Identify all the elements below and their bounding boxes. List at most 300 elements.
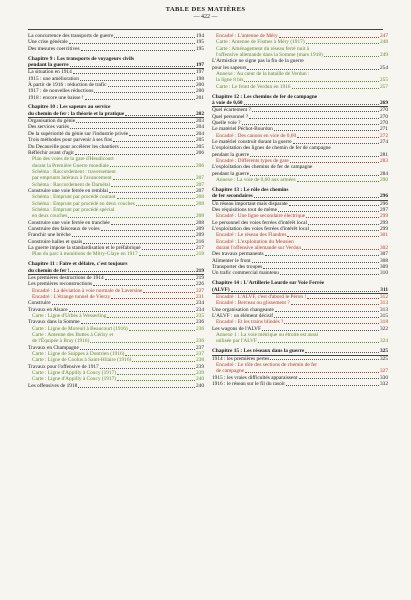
entry-title: Carte : Ligne d'Appilly à Coucy (1917) [32, 370, 117, 377]
leader-dots [117, 198, 195, 199]
entry-title: Construire des faisceaux de voies [28, 225, 100, 232]
leader-dots [297, 137, 379, 138]
page-ref: 240 [195, 376, 204, 383]
entry-title: de l'Équipée à Bray (1916) [32, 338, 90, 345]
entry-title: L'exploitation des voies ferrées d'intérêt local [212, 225, 310, 232]
page-ref: 208 [195, 200, 204, 207]
page-ref: 301 [379, 232, 388, 239]
page-ref: 237 [195, 351, 204, 357]
leader-dots [280, 274, 379, 275]
page-ref: 257 [379, 83, 388, 90]
entry-title: Plan des voies de la gare d'Heudicourt [32, 156, 114, 163]
leader-dots [254, 197, 379, 198]
leader-dots [111, 186, 195, 187]
leader-dots [299, 378, 379, 379]
entry-title: 1915 : une amélioration [28, 75, 79, 82]
leader-dots [274, 317, 379, 318]
page-ref: 325 [379, 348, 388, 355]
entry-title: Encadré : L'exploitation du Meusien [216, 238, 294, 245]
page-ref: 207 [195, 175, 204, 182]
leader-dots [274, 130, 379, 131]
page-ref: 296 [379, 193, 388, 200]
entry-title: L'Armistice ne signe pas la fin de la guerre [212, 58, 304, 65]
entry-title: Carte : Le front de Verdun en 1916 [216, 83, 291, 90]
leader-dots [81, 323, 195, 324]
page-ref: 208 [195, 219, 204, 226]
leader-dots [307, 298, 379, 299]
leader-dots [68, 217, 195, 218]
leader-dots [263, 268, 379, 269]
entry-title: Carte : Aménagement du réseau ferré nuit à [216, 45, 310, 52]
page-ref: 302 [379, 245, 388, 251]
entry-title: 1915 : les vraies difficultés apparaissent [212, 374, 298, 381]
entry-title: Schéma : Raccordement : traversement [32, 168, 116, 175]
entry-title: Les premières reconstructions [28, 281, 93, 288]
entry-title: Des réquisitions tout de même [212, 206, 278, 213]
leader-dots [139, 255, 195, 256]
page-ref: 203 [195, 118, 204, 125]
entry-title: Encadré : Berceau ou glissement ? [216, 300, 290, 307]
leader-dots [306, 43, 379, 44]
entry-title: Un trafic commercial maintenu [212, 270, 279, 277]
entry-title: Alimenter le front [212, 257, 251, 264]
entry-title: Encadré : L'antenne de Méry [216, 33, 278, 39]
page-ref: 234 [195, 300, 204, 307]
page-ref: 200 [195, 81, 204, 88]
leader-dots [129, 135, 195, 136]
entry-title: De la supériorité du génie sur l'industrie privée [28, 130, 129, 137]
entry-title: Encadré : Le réseau des Flandres [216, 232, 287, 239]
entry-title: utilisée par l'ALVF [216, 338, 257, 345]
entry-title: L'ALVF : un élément décisif [212, 312, 274, 319]
entry-title: L'exploitation des lignes de chemin de fer de campagne [212, 145, 331, 152]
leader-dots [310, 230, 379, 231]
leader-dots [72, 236, 195, 237]
leader-dots [132, 361, 195, 362]
toc-entry-figure[interactable] [212, 84, 388, 90]
entry-title: Transporter des troupes [212, 264, 263, 271]
entry-title: Des mesures coercitives [28, 45, 80, 52]
page-ref: 299 [379, 213, 388, 220]
leader-dots [231, 291, 380, 292]
page-ref: 207 [195, 187, 204, 194]
leader-dots [105, 279, 195, 280]
toc-entry-figure[interactable] [28, 251, 204, 257]
entry-title: Le matériel construit durant la guerre [212, 139, 292, 145]
page-ref: 238 [195, 357, 204, 364]
entry-title: 1916 : le réseau sur le fil du rasoir [212, 380, 286, 387]
entry-title: Schéma : Emprunt par procédé en deux couches [32, 200, 135, 207]
entry-title: Carte : Ligne de Coolus à Saint-Hilaire (1916) [32, 357, 132, 364]
leader-dots [117, 374, 195, 375]
page-ref: 255 [379, 77, 388, 84]
chapter-title-line: Chapitre 9 : Les transports de voyageurs civils [28, 55, 135, 62]
page-ref: 325 [379, 355, 388, 362]
leader-dots [250, 175, 379, 176]
leader-dots [290, 162, 379, 163]
page-ref: 208 [195, 194, 204, 201]
page-ref: 209 [195, 232, 204, 239]
entry-title: Quel personnel ? [212, 113, 249, 120]
page-ref: 204 [195, 124, 204, 131]
chapter-title-line: (ALVF) [212, 286, 230, 293]
page-ref: 201 [195, 94, 204, 101]
page-ref: 308 [379, 257, 388, 264]
page-title: TABLE DES MATIÈRES [165, 6, 246, 13]
leader-dots [78, 387, 195, 388]
page-ref: 235 [195, 312, 204, 319]
leader-dots [292, 88, 379, 89]
entry-title: Travaux dans la Somme [28, 319, 80, 326]
toc-chapter-heading[interactable] [212, 348, 388, 355]
entry-title: Annexe 1 : La voie métrique ou étroite est aussi [216, 331, 319, 338]
page-ref: 205 [195, 143, 204, 150]
entry-title: 1918 : encore une baisse ! [28, 94, 84, 101]
page-ref: 206 [195, 149, 204, 156]
page-ref: 236 [195, 338, 204, 345]
entry-title: Plan du parc à munitions de Mitry-Claye en 1917 [32, 251, 138, 258]
entry-title: pendant la guerre [212, 170, 250, 177]
page-ref: 206 [195, 162, 204, 169]
page-ref: 307 [379, 251, 388, 258]
entry-title: durant l'offensive allemande sur Verdun [216, 245, 302, 251]
toc-entry-figure[interactable] [212, 177, 388, 183]
toc-entry-figure[interactable] [212, 338, 388, 344]
chapter-title-line: Chapitre 10 : Les sapeurs au service [28, 104, 111, 111]
entry-title: La situation en 1914 [28, 69, 72, 76]
toc-entry[interactable] [28, 95, 204, 101]
leader-dots [306, 217, 379, 218]
page-ref: 318 [379, 319, 388, 326]
entry-title: Encadré : Et les trains blindés ? [216, 319, 284, 326]
entry-title: Les premières destructions de 1914 [28, 274, 104, 281]
page-ref: 218 [195, 251, 204, 258]
toc-chapter-heading[interactable] [28, 56, 204, 70]
page-ref: 195 [195, 39, 204, 46]
page-ref: 202 [195, 110, 204, 117]
entry-title: Une crise générale [28, 39, 68, 46]
entry-title: Quel écartement ? [212, 107, 251, 114]
page-ref: 270 [379, 107, 388, 114]
leader-dots [125, 355, 195, 356]
leader-dots [244, 81, 379, 82]
leader-dots [289, 205, 379, 206]
leader-dots [111, 298, 195, 299]
page-ref: 313 [379, 300, 388, 307]
page-ref: 249 [379, 52, 388, 59]
entry-title: Travaux en Alsace [28, 306, 68, 313]
leader-dots [101, 230, 195, 231]
entry-title: pendant la guerre [212, 151, 250, 158]
entry-title: Schéma : Emprunt par procédé spécial [32, 206, 115, 213]
entry-title: Franchir une brèche [28, 232, 71, 239]
page-ref: 198 [195, 75, 204, 82]
leader-dots [81, 50, 195, 51]
page-ref: 205 [195, 137, 204, 144]
page-ref: 234 [195, 306, 204, 313]
page-ref: 310 [379, 270, 388, 277]
page-ref: 197 [195, 61, 204, 68]
toc-chapter-heading[interactable] [212, 187, 388, 201]
page-ref: 197 [195, 69, 204, 76]
toc-column-right [212, 33, 388, 387]
entry-title: par emprunts latéraux à l'avancement [32, 175, 112, 182]
entry-title: Carte : Ligne de Moreuil à Beaucourt (1916) [32, 325, 128, 332]
leader-dots [279, 37, 379, 38]
page-ref: 299 [379, 225, 388, 232]
chapter-title-line: Chapitre 13 : Le rôle des chemins [212, 186, 289, 193]
chapter-title-line: Chapitre 15 : Les réseaux dans la guerre [212, 348, 305, 355]
page-ref: 290 [379, 177, 388, 184]
leader-dots [252, 262, 379, 263]
entry-title: Les wagons de l'ALVF [212, 325, 262, 332]
entry-title: 1917 : de nouvelles réductions [28, 88, 94, 95]
entry-title: Travaux pour l'offensive de 1917 [28, 363, 99, 370]
entry-title: Encadré : Différents types de gare [216, 158, 289, 165]
page-ref: 283 [379, 158, 388, 165]
toc-chapter-heading[interactable] [28, 261, 204, 275]
leader-dots [107, 317, 195, 318]
leader-dots [305, 352, 379, 353]
page-ref: 269 [379, 99, 388, 106]
page-ref: 239 [195, 370, 204, 377]
page-ref: 322 [379, 325, 388, 332]
page-ref: 296 [379, 200, 388, 207]
page-ref: 315 [379, 312, 388, 319]
header-rule [28, 29, 383, 30]
leader-dots [120, 147, 195, 148]
page-ref: 236 [195, 319, 204, 326]
leader-dots [262, 330, 379, 331]
toc-entry[interactable] [212, 381, 388, 387]
toc-entry[interactable] [212, 270, 388, 276]
page-ref: 312 [379, 293, 388, 300]
leader-dots [94, 92, 195, 93]
leader-dots [117, 380, 195, 381]
entry-title: Construire une voie ferrée en remblai [28, 187, 108, 194]
entry-title: de campagne [216, 368, 245, 375]
chapter-title-line: de fer secondaires [212, 193, 253, 200]
entry-title: Carte : Antenne des Buttes à Cérisy et [32, 331, 114, 338]
page-ref: 309 [379, 264, 388, 271]
leader-dots [73, 73, 195, 74]
leader-dots [90, 342, 195, 343]
chapter-title-line: du chemin de fer ! [28, 267, 70, 274]
page-ref: 311 [380, 286, 388, 293]
page-ref: 207 [195, 181, 204, 188]
entry-title: Schéma : Raccordement de Darnétal [32, 181, 111, 188]
entry-title: Encadré : Une ligne secondaire électrique [216, 213, 306, 220]
page-ref: 248 [379, 39, 388, 46]
entry-title: La guerre impose la standardisation et le préfabriqué [28, 245, 141, 251]
page-ref: 219 [195, 267, 204, 274]
leader-dots [244, 104, 379, 105]
leader-dots [278, 211, 379, 212]
entry-title: Construire halles et quais [28, 238, 83, 245]
entry-title: Travaux en Champagne [28, 344, 79, 351]
page-ref: 271 [379, 126, 388, 133]
leader-dots [75, 154, 195, 155]
leader-dots [270, 359, 379, 360]
entry-title: Encadré : Des canons en voie de 0,60 [216, 132, 297, 139]
chapter-title-line: Chapitre 11 : Faire et défaire, c'est toujours [28, 261, 128, 268]
page-ref: 240 [195, 382, 204, 389]
leader-dots [265, 255, 379, 256]
chapter-title-line: Chapitre 14 : L'Artillerie Lourde sur Voie Ferrée [212, 280, 325, 287]
leader-dots [136, 205, 195, 206]
chapter-title-line: Chapitre 12 : Les chemins de fer de campagne [212, 93, 318, 100]
leader-dots [93, 285, 195, 286]
leader-dots [275, 311, 379, 312]
entry-title: Une organisation changeante [212, 306, 274, 313]
entry-title: Annexe : La voie de 0,60 aux armées [216, 177, 296, 184]
entry-title: Quelle voie ? [212, 119, 241, 126]
entry-title: Encadré : L'ALVF, c'est d'abord le Péron ! [216, 293, 307, 300]
leader-dots [287, 236, 379, 237]
entry-title: Le matériel Péchot-Bourdon [212, 126, 273, 133]
page-ref: 226 [195, 281, 204, 288]
leader-dots [245, 372, 379, 373]
leader-dots [80, 349, 195, 350]
page-ref: 297 [379, 206, 388, 213]
page-ref: 236 [195, 325, 204, 332]
page-ref: 219 [195, 274, 204, 281]
entry-title: Construire [28, 300, 51, 307]
entry-title: l'offensive allemande dans la Somme (mars 1918) [216, 52, 323, 59]
leader-dots [247, 69, 379, 70]
page-ref: 327 [379, 368, 388, 375]
leader-dots [297, 181, 379, 182]
page-ref: 200 [195, 88, 204, 95]
leader-dots [83, 243, 195, 244]
leader-dots [286, 385, 379, 386]
chapter-title-line: à voie de 0,60 [212, 99, 243, 106]
page-ref: 324 [379, 338, 388, 345]
page-ref: 217 [195, 245, 204, 251]
toc-entry[interactable] [28, 383, 204, 389]
page-ref: 227 [195, 287, 204, 294]
leader-dots [143, 292, 195, 293]
leader-dots [69, 311, 195, 312]
entry-title: Carte : Ligne d'Urbès à Wesserling [32, 312, 107, 319]
toc-chapter-heading[interactable] [212, 94, 388, 108]
page-ref: 270 [379, 119, 388, 126]
leader-dots [291, 304, 379, 305]
page-ref: 274 [379, 139, 388, 145]
leader-dots [70, 271, 195, 272]
leader-dots [110, 166, 195, 167]
page-ref: 254 [379, 64, 388, 71]
page-ref: 330 [379, 374, 388, 381]
entry-title: Encadré : L'étrange tunnel de Vierzy [32, 293, 111, 300]
leader-dots [100, 368, 195, 369]
entry-title: Carte : Ligne de Suippes à Dontrien (1916) [32, 351, 125, 357]
entry-title: Encadré : La déviation à voie normale de Laversine [32, 287, 143, 294]
toc-chapter-heading[interactable] [28, 104, 204, 118]
chapter-title-line: pendant la guerre [28, 61, 69, 68]
entry-title: Construire une voie ferrée en tranchée [28, 219, 110, 226]
leader-dots [242, 124, 379, 125]
entry-title: en deux couches [32, 213, 68, 220]
leader-dots [80, 80, 195, 81]
entry-title: durant la Première Guerre mondiale [32, 162, 109, 169]
leader-dots [142, 249, 195, 250]
leader-dots [114, 37, 195, 38]
toc-chapter-heading[interactable] [212, 280, 388, 294]
page-ref: 313 [379, 306, 388, 313]
leader-dots [250, 156, 379, 157]
leader-dots [70, 66, 195, 67]
entry-title: L'exploitation des chemins de fer de campagne [212, 164, 313, 171]
leader-dots [302, 249, 379, 250]
leader-dots [111, 224, 195, 225]
leader-dots [108, 86, 195, 87]
entry-title: Un réseau important mais disparate [212, 200, 288, 207]
entry-title: Des services variés [28, 124, 69, 131]
entry-title: Des travaux permanents [212, 251, 264, 258]
leader-dots [113, 179, 195, 180]
entry-title: pour les sapeurs [212, 64, 247, 71]
page-ref: 208 [195, 213, 204, 220]
leader-dots [125, 115, 195, 116]
entry-title: Les offensives de 1918 [28, 382, 78, 389]
entry-title: 1914 : les premières pertes [212, 355, 270, 362]
entry-title: Du Decauville pour accélérer les chantiers [28, 143, 119, 150]
page-ref: 237 [195, 344, 204, 351]
entry-title: Annexe : Au cœur de la bataille de Verdun : [216, 71, 310, 78]
leader-dots [252, 111, 379, 112]
page-ref: 195 [195, 45, 204, 52]
entry-title: Encadré : Le rôle des sections de chemin de fer [216, 361, 318, 368]
entry-title: la ligne 8 bis [216, 77, 244, 84]
leader-dots [129, 330, 195, 331]
page-ref: 281 [379, 151, 388, 158]
page-ref: 272 [379, 132, 388, 139]
entry-title: Organisation du génie [28, 118, 76, 125]
leader-dots [324, 56, 379, 57]
page-ref: 247 [379, 33, 388, 39]
page-ref: 284 [379, 170, 388, 177]
page-ref: 332 [379, 380, 388, 387]
entry-title: Carte : Ligne d'Appilly à Coucy (1917) [32, 376, 117, 383]
page-ref: 194 [195, 33, 204, 39]
page-ref: 299 [379, 219, 388, 226]
leader-dots [85, 99, 195, 100]
leader-dots [76, 122, 195, 123]
leader-dots [70, 128, 195, 129]
page-ref: 216 [195, 238, 204, 245]
entry-title: Carte : Antenne de Fismes à Méry (1917) [216, 39, 305, 46]
leader-dots [308, 224, 379, 225]
toc-column-left [28, 33, 204, 389]
page-number: — 422 — [193, 14, 218, 20]
page-header [0, 6, 411, 20]
leader-dots [293, 143, 379, 144]
page-ref: 209 [195, 225, 204, 232]
leader-dots [249, 118, 379, 119]
entry-title: À partir de 1916 : réduction de trafic [28, 81, 107, 88]
page-ref: 270 [379, 113, 388, 120]
toc-entry[interactable] [28, 46, 204, 52]
entry-title: Réfléchir avant d'agir [28, 149, 75, 156]
leader-dots [69, 43, 195, 44]
page-ref: 239 [195, 363, 204, 370]
leader-dots [284, 323, 379, 324]
leader-dots [109, 192, 195, 193]
page-ref: 231 [195, 293, 204, 300]
leader-dots [258, 342, 379, 343]
leader-dots [113, 141, 195, 142]
